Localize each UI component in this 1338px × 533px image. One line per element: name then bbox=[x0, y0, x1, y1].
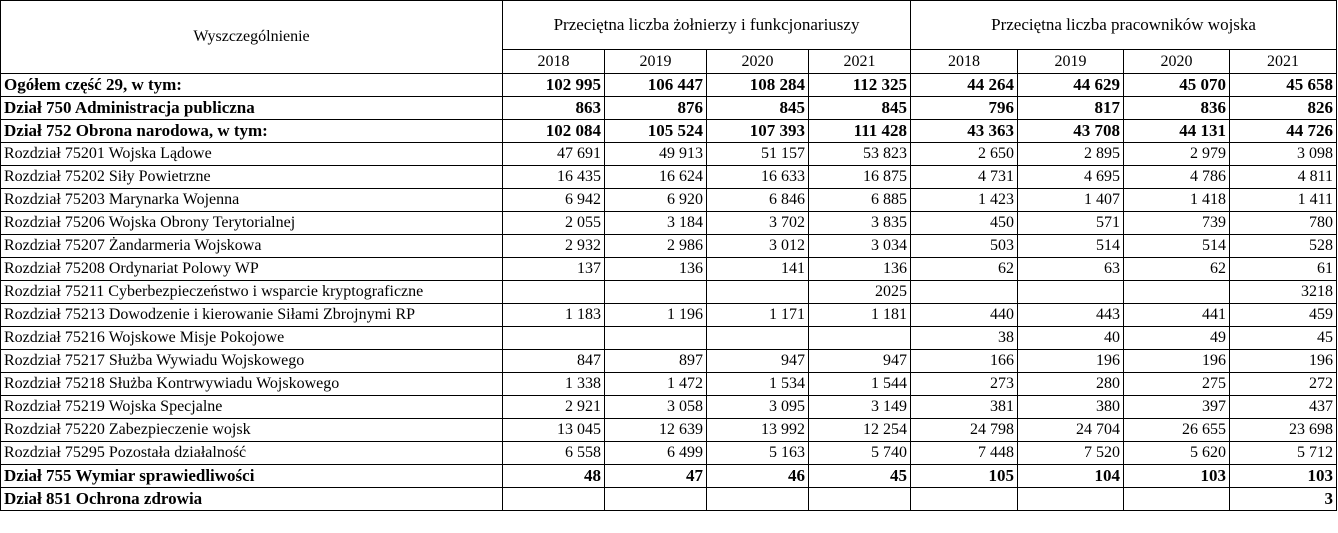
table-cell: 5 163 bbox=[707, 442, 809, 465]
table-cell: 16 633 bbox=[707, 166, 809, 189]
table-cell: 1 544 bbox=[809, 373, 911, 396]
table-cell: 845 bbox=[707, 97, 809, 120]
table-cell: 273 bbox=[911, 373, 1018, 396]
table-cell: 826 bbox=[1230, 97, 1337, 120]
table-cell: 12 254 bbox=[809, 419, 911, 442]
table-cell: 5 740 bbox=[809, 442, 911, 465]
row-label: Dział 752 Obrona narodowa, w tym: bbox=[1, 120, 503, 143]
table-cell: 48 bbox=[503, 465, 605, 488]
row-label: Rozdział 75295 Pozostała działalność bbox=[1, 442, 503, 465]
table-cell: 380 bbox=[1018, 396, 1124, 419]
table-cell: 440 bbox=[911, 304, 1018, 327]
table-cell: 46 bbox=[707, 465, 809, 488]
table-row bbox=[1, 74, 1337, 97]
table-row bbox=[1, 235, 1337, 258]
table-cell: 13 992 bbox=[707, 419, 809, 442]
table-cell: 897 bbox=[605, 350, 707, 373]
table-cell: 4 811 bbox=[1230, 166, 1337, 189]
table-cell: 45 658 bbox=[1230, 74, 1337, 97]
table-cell: 51 157 bbox=[707, 143, 809, 166]
table-cell: 136 bbox=[605, 258, 707, 281]
table-cell bbox=[911, 281, 1018, 304]
table-cell: 2 921 bbox=[503, 396, 605, 419]
table-cell: 3218 bbox=[1230, 281, 1337, 304]
table-cell: 3 034 bbox=[809, 235, 911, 258]
table-cell: 4 695 bbox=[1018, 166, 1124, 189]
table-cell: 106 447 bbox=[605, 74, 707, 97]
row-label: Dział 750 Administracja publiczna bbox=[1, 97, 503, 120]
table-cell: 26 655 bbox=[1124, 419, 1230, 442]
table-cell: 2 055 bbox=[503, 212, 605, 235]
table-cell: 275 bbox=[1124, 373, 1230, 396]
table-row bbox=[1, 120, 1337, 143]
row-label: Rozdział 75208 Ordynariat Polowy WP bbox=[1, 258, 503, 281]
table-cell: 280 bbox=[1018, 373, 1124, 396]
group-header-employees: Przeciętna liczba pracowników wojska bbox=[911, 1, 1337, 50]
table-cell: 38 bbox=[911, 327, 1018, 350]
table-cell: 3 095 bbox=[707, 396, 809, 419]
table-cell: 136 bbox=[809, 258, 911, 281]
table-cell: 49 bbox=[1124, 327, 1230, 350]
table-cell: 1 407 bbox=[1018, 189, 1124, 212]
table-cell: 4 731 bbox=[911, 166, 1018, 189]
table-cell: 3 bbox=[1230, 488, 1337, 511]
table-cell: 817 bbox=[1018, 97, 1124, 120]
table-cell: 102 084 bbox=[503, 120, 605, 143]
table-cell: 397 bbox=[1124, 396, 1230, 419]
table-row bbox=[1, 189, 1337, 212]
table-cell: 62 bbox=[1124, 258, 1230, 281]
table-cell: 47 691 bbox=[503, 143, 605, 166]
table-cell: 571 bbox=[1018, 212, 1124, 235]
table-cell: 2 895 bbox=[1018, 143, 1124, 166]
table-cell bbox=[605, 488, 707, 511]
table-cell: 24 704 bbox=[1018, 419, 1124, 442]
table-cell: 44 726 bbox=[1230, 120, 1337, 143]
table-cell: 23 698 bbox=[1230, 419, 1337, 442]
table-cell: 2025 bbox=[809, 281, 911, 304]
table-cell: 796 bbox=[911, 97, 1018, 120]
row-label: Rozdział 75206 Wojska Obrony Terytorialnej bbox=[1, 212, 503, 235]
row-label: Rozdział 75201 Wojska Lądowe bbox=[1, 143, 503, 166]
year-header: 2021 bbox=[809, 50, 911, 74]
table-row bbox=[1, 212, 1337, 235]
table-cell: 103 bbox=[1124, 465, 1230, 488]
table-cell: 3 184 bbox=[605, 212, 707, 235]
table-cell: 847 bbox=[503, 350, 605, 373]
table-cell: 2 932 bbox=[503, 235, 605, 258]
table-cell: 6 920 bbox=[605, 189, 707, 212]
row-label: Rozdział 75217 Służba Wywiadu Wojskowego bbox=[1, 350, 503, 373]
row-label: Rozdział 75202 Siły Powietrzne bbox=[1, 166, 503, 189]
year-header: 2019 bbox=[605, 50, 707, 74]
table-cell: 3 098 bbox=[1230, 143, 1337, 166]
table-cell bbox=[605, 281, 707, 304]
table-cell: 61 bbox=[1230, 258, 1337, 281]
table-cell bbox=[1018, 281, 1124, 304]
table-cell: 1 181 bbox=[809, 304, 911, 327]
row-label: Rozdział 75207 Żandarmeria Wojskowa bbox=[1, 235, 503, 258]
row-label: Rozdział 75211 Cyberbezpieczeństwo i wsparcie kryptograficzne bbox=[1, 281, 503, 304]
table-cell: 1 183 bbox=[503, 304, 605, 327]
header-row bbox=[1, 1, 1337, 50]
row-label: Rozdział 75220 Zabezpieczenie wojsk bbox=[1, 419, 503, 442]
table-cell: 381 bbox=[911, 396, 1018, 419]
table-cell: 437 bbox=[1230, 396, 1337, 419]
table-cell: 40 bbox=[1018, 327, 1124, 350]
table-cell bbox=[503, 327, 605, 350]
year-header: 2018 bbox=[911, 50, 1018, 74]
table-cell: 105 bbox=[911, 465, 1018, 488]
table-cell: 112 325 bbox=[809, 74, 911, 97]
table-cell: 1 196 bbox=[605, 304, 707, 327]
table-cell: 2 979 bbox=[1124, 143, 1230, 166]
table-row bbox=[1, 396, 1337, 419]
table-cell: 196 bbox=[1230, 350, 1337, 373]
table-cell: 63 bbox=[1018, 258, 1124, 281]
table-cell: 6 499 bbox=[605, 442, 707, 465]
table-cell: 503 bbox=[911, 235, 1018, 258]
table-cell: 44 264 bbox=[911, 74, 1018, 97]
table-cell: 780 bbox=[1230, 212, 1337, 235]
table-cell bbox=[1124, 281, 1230, 304]
table-cell: 3 835 bbox=[809, 212, 911, 235]
table-cell: 108 284 bbox=[707, 74, 809, 97]
table-cell: 514 bbox=[1018, 235, 1124, 258]
table-cell: 459 bbox=[1230, 304, 1337, 327]
table-cell bbox=[707, 327, 809, 350]
table-cell: 16 624 bbox=[605, 166, 707, 189]
table-cell bbox=[503, 281, 605, 304]
table-cell bbox=[503, 488, 605, 511]
table-cell: 6 846 bbox=[707, 189, 809, 212]
table-cell: 845 bbox=[809, 97, 911, 120]
table-row bbox=[1, 304, 1337, 327]
table-row bbox=[1, 258, 1337, 281]
table-cell: 196 bbox=[1018, 350, 1124, 373]
table-body bbox=[1, 74, 1337, 511]
table-cell: 4 786 bbox=[1124, 166, 1230, 189]
table-cell: 62 bbox=[911, 258, 1018, 281]
table-cell: 111 428 bbox=[809, 120, 911, 143]
table-cell: 16 435 bbox=[503, 166, 605, 189]
table-cell: 3 058 bbox=[605, 396, 707, 419]
table-cell: 1 423 bbox=[911, 189, 1018, 212]
group-header-soldiers: Przeciętna liczba żołnierzy i funkcjonariuszy bbox=[503, 1, 911, 50]
table-cell: 137 bbox=[503, 258, 605, 281]
table-cell: 49 913 bbox=[605, 143, 707, 166]
table-cell: 102 995 bbox=[503, 74, 605, 97]
table-cell: 739 bbox=[1124, 212, 1230, 235]
table-row bbox=[1, 350, 1337, 373]
table-cell bbox=[809, 327, 911, 350]
table-cell: 196 bbox=[1124, 350, 1230, 373]
year-header: 2020 bbox=[1124, 50, 1230, 74]
table-cell: 44 629 bbox=[1018, 74, 1124, 97]
table-row bbox=[1, 166, 1337, 189]
table-cell: 1 411 bbox=[1230, 189, 1337, 212]
row-label: Dział 755 Wymiar sprawiedliwości bbox=[1, 465, 503, 488]
table-cell bbox=[911, 488, 1018, 511]
table-cell: 876 bbox=[605, 97, 707, 120]
table-row bbox=[1, 327, 1337, 350]
table-cell: 3 149 bbox=[809, 396, 911, 419]
table-cell: 3 012 bbox=[707, 235, 809, 258]
table-cell: 5 620 bbox=[1124, 442, 1230, 465]
row-label: Rozdział 75203 Marynarka Wojenna bbox=[1, 189, 503, 212]
year-header: 2020 bbox=[707, 50, 809, 74]
label-column-header: Wyszczególnienie bbox=[1, 1, 503, 74]
table-cell bbox=[605, 327, 707, 350]
table-cell: 1 534 bbox=[707, 373, 809, 396]
table-cell bbox=[1124, 488, 1230, 511]
table-row bbox=[1, 442, 1337, 465]
row-label: Rozdział 75218 Służba Kontrwywiadu Wojskowego bbox=[1, 373, 503, 396]
table-cell: 16 875 bbox=[809, 166, 911, 189]
table-cell: 528 bbox=[1230, 235, 1337, 258]
table-cell: 6 558 bbox=[503, 442, 605, 465]
table-cell: 863 bbox=[503, 97, 605, 120]
table-row bbox=[1, 419, 1337, 442]
table-cell: 450 bbox=[911, 212, 1018, 235]
table-row bbox=[1, 373, 1337, 396]
table-cell: 47 bbox=[605, 465, 707, 488]
table-cell: 5 712 bbox=[1230, 442, 1337, 465]
table-cell: 53 823 bbox=[809, 143, 911, 166]
table-cell: 45 bbox=[1230, 327, 1337, 350]
year-header: 2019 bbox=[1018, 50, 1124, 74]
table-cell: 2 650 bbox=[911, 143, 1018, 166]
table-row bbox=[1, 465, 1337, 488]
table-row bbox=[1, 488, 1337, 511]
row-label: Dział 851 Ochrona zdrowia bbox=[1, 488, 503, 511]
table-cell: 141 bbox=[707, 258, 809, 281]
table-cell: 43 708 bbox=[1018, 120, 1124, 143]
table-cell: 166 bbox=[911, 350, 1018, 373]
table-cell: 947 bbox=[809, 350, 911, 373]
table-cell bbox=[707, 281, 809, 304]
table-cell: 45 bbox=[809, 465, 911, 488]
table-cell: 1 338 bbox=[503, 373, 605, 396]
row-label: Rozdział 75219 Wojska Specjalne bbox=[1, 396, 503, 419]
table-cell: 7 448 bbox=[911, 442, 1018, 465]
row-label: Ogółem część 29, w tym: bbox=[1, 74, 503, 97]
table-cell: 6 942 bbox=[503, 189, 605, 212]
table-cell: 441 bbox=[1124, 304, 1230, 327]
table-cell: 103 bbox=[1230, 465, 1337, 488]
year-header: 2018 bbox=[503, 50, 605, 74]
table-cell: 7 520 bbox=[1018, 442, 1124, 465]
table-cell: 1 171 bbox=[707, 304, 809, 327]
table-cell: 1 418 bbox=[1124, 189, 1230, 212]
year-header: 2021 bbox=[1230, 50, 1337, 74]
table-cell: 44 131 bbox=[1124, 120, 1230, 143]
table-row bbox=[1, 143, 1337, 166]
table-cell: 836 bbox=[1124, 97, 1230, 120]
table-cell: 24 798 bbox=[911, 419, 1018, 442]
table-cell: 3 702 bbox=[707, 212, 809, 235]
table-cell: 105 524 bbox=[605, 120, 707, 143]
table-cell: 104 bbox=[1018, 465, 1124, 488]
table-cell: 43 363 bbox=[911, 120, 1018, 143]
row-label: Rozdział 75216 Wojskowe Misje Pokojowe bbox=[1, 327, 503, 350]
table-cell: 1 472 bbox=[605, 373, 707, 396]
table-row bbox=[1, 281, 1337, 304]
table-cell: 45 070 bbox=[1124, 74, 1230, 97]
table-cell bbox=[1018, 488, 1124, 511]
table-cell bbox=[809, 488, 911, 511]
table-row bbox=[1, 97, 1337, 120]
table-cell: 2 986 bbox=[605, 235, 707, 258]
table-cell: 443 bbox=[1018, 304, 1124, 327]
row-label: Rozdział 75213 Dowodzenie i kierowanie Siłami Zbrojnymi RP bbox=[1, 304, 503, 327]
table-cell: 107 393 bbox=[707, 120, 809, 143]
table-cell bbox=[707, 488, 809, 511]
table-cell: 514 bbox=[1124, 235, 1230, 258]
table-cell: 13 045 bbox=[503, 419, 605, 442]
table-cell: 947 bbox=[707, 350, 809, 373]
table-cell: 6 885 bbox=[809, 189, 911, 212]
table-cell: 12 639 bbox=[605, 419, 707, 442]
table-cell: 272 bbox=[1230, 373, 1337, 396]
